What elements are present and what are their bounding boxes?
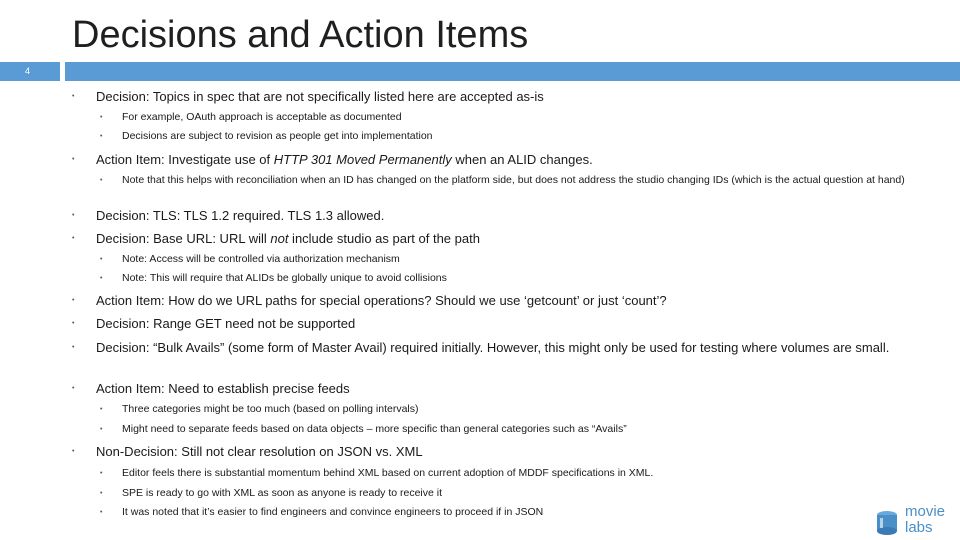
sub-item-reconciliation-note: Note that this helps with reconciliation when an ID has changed on the platform side, but does not address the studio changing IDs (which is the actual question at hand)	[122, 174, 905, 186]
item-label: Non-Decision	[96, 444, 175, 459]
bullet-icon: •	[100, 275, 103, 282]
bullet-icon: •	[72, 212, 75, 219]
item-emphasis: not	[270, 231, 289, 246]
sub-item-json-engineers: It was noted that it’s easier to find engineers and convince engineers to proceed if in JSON	[122, 506, 544, 518]
item-label: Decision	[96, 340, 146, 355]
slide-number: 4	[25, 66, 31, 76]
slide-title: Decisions and Action Items	[72, 14, 529, 56]
decision-base-url	[96, 231, 480, 246]
bullet-icon: •	[100, 490, 103, 497]
film-canister-icon	[875, 507, 903, 537]
item-text: : TLS: TLS 1.2 required. TLS 1.3 allowed.	[145, 208, 385, 223]
non-decision-json-xml	[96, 444, 423, 459]
action-item-http-301	[96, 152, 593, 167]
decision-range-get	[96, 316, 355, 331]
header-bar-right	[65, 62, 960, 81]
bullet-icon: •	[72, 448, 75, 455]
bullet-icon: •	[100, 256, 103, 263]
item-label: Decision	[96, 316, 146, 331]
bullet-icon: •	[72, 93, 75, 100]
bullet-icon: •	[72, 297, 75, 304]
item-text: : Investigate use of	[161, 152, 274, 167]
bullet-icon: •	[100, 133, 103, 140]
item-text: include studio as part of the path	[288, 231, 480, 246]
bullet-icon: •	[72, 320, 75, 327]
bullet-icon: •	[100, 177, 103, 184]
item-label: Action Item	[96, 381, 162, 396]
item-text: : Base URL: URL will	[145, 231, 271, 246]
bullet-icon: •	[72, 385, 75, 392]
item-label: Decision	[96, 208, 146, 223]
bullet-icon: •	[100, 470, 103, 477]
sub-item-separate-feeds: Might need to separate feeds based on data objects – more specific than general categories such as “Avails”	[122, 423, 627, 435]
item-label: Action Item	[96, 293, 162, 308]
movielabs-logo	[875, 503, 957, 537]
item-text: : Still not clear resolution on JSON vs. XML	[174, 444, 423, 459]
item-label: Action Item	[96, 152, 162, 167]
sub-item-spe-ready: SPE is ready to go with XML as soon as anyone is ready to receive it	[122, 487, 443, 499]
sub-item-revision: Decisions are subject to revision as people get into implementation	[122, 130, 433, 142]
item-text: when an ALID changes.	[451, 152, 593, 167]
sub-item-xml-momentum: Editor feels there is substantial momentum behind XML based on current adoption of MDDF specifications in XML.	[122, 467, 654, 479]
item-text: : How do we URL paths for special operations? Should we use ‘getcount’ or just ‘count’?	[161, 293, 667, 308]
logo-word-labs: labs	[905, 519, 933, 536]
bullet-icon: •	[100, 426, 103, 433]
action-item-feeds	[96, 381, 350, 396]
item-text: : Need to establish precise feeds	[161, 381, 350, 396]
decision-topics-in-spec	[96, 89, 544, 104]
sub-item-three-categories: Three categories might be too much (based on polling intervals)	[122, 403, 419, 415]
item-text: : “Bulk Avails” (some form of Master Avail) required initially. However, this might only be used for testing where volumes are small.	[145, 340, 890, 355]
bullet-icon: •	[72, 344, 75, 351]
sub-item-oauth: For example, OAuth approach is acceptable as documented	[122, 111, 402, 123]
item-label: Decision	[96, 231, 146, 246]
action-item-url-paths	[96, 293, 667, 308]
logo-word-movie: movie	[905, 503, 946, 520]
sub-item-alid-note: Note: This will require that ALIDs be globally unique to avoid collisions	[122, 272, 447, 284]
bullet-icon: •	[100, 406, 103, 413]
sub-item-access-note: Note: Access will be controlled via authorization mechanism	[122, 253, 400, 265]
bullet-icon: •	[100, 114, 103, 121]
item-emphasis: HTTP 301 Moved Permanently	[273, 152, 452, 167]
decision-bulk-avails	[96, 340, 896, 356]
item-text: : Range GET need not be supported	[145, 316, 356, 331]
decision-tls	[96, 208, 384, 223]
bullet-icon: •	[72, 235, 75, 242]
bullet-icon: •	[100, 509, 103, 516]
bullet-icon: •	[72, 156, 75, 163]
item-text: Decision: Topics in spec that are not specifically listed here are accepted as-is	[96, 89, 544, 104]
